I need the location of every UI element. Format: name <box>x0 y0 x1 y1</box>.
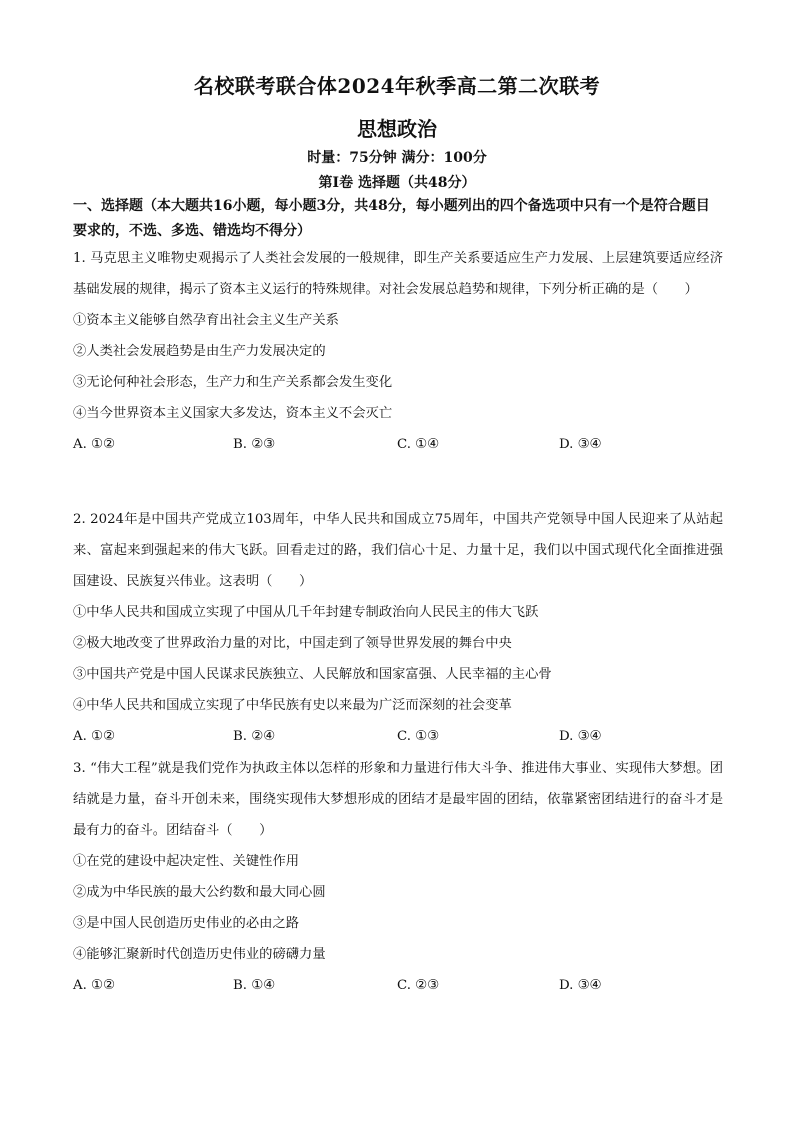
option-b[interactable]: B. ②③ <box>233 437 276 452</box>
option-c[interactable]: C. ①③ <box>397 729 439 744</box>
statement-item: ③无论何种社会形态，生产力和生产关系都会发生变化 <box>73 375 393 390</box>
answer-options <box>73 429 723 460</box>
statement-item: ③是中国人民创造历史伟业的必由之路 <box>73 916 300 931</box>
exam-title: 名校联考联合体2024年秋季高二第二次联考 <box>193 74 601 98</box>
question-stem: 2. 2024年是中国共产党成立103周年，中华人民共和国成立75周年，中国共产党领导中国人民迎来了从站起来、富起来到强起来的伟大飞跃。回看走过的路，我们信心十足、力量十足，我们以中国式现代化全面推进强国建设、民族复兴伟业。这表明（ ） <box>73 512 723 589</box>
option-c[interactable]: C. ①④ <box>397 437 439 452</box>
time-and-score: 时量：75分钟 满分：100分 <box>307 150 487 166</box>
question-stem: 3. “伟大工程”就是我们党作为执政主体以怎样的形象和力量进行伟大斗争、推进伟大事业、实现伟大梦想。团结就是力量，奋斗开创未来，围绕实现伟大梦想形成的团结才是最牢固的团结，依靠紧密团结进行的奋斗才是最有力的奋斗。团结奋斗（ ） <box>73 761 723 838</box>
option-a[interactable]: A. ①② <box>73 729 115 744</box>
statement-item: ③中国共产党是中国人民谋求民族独立、人民解放和国家富强、人民幸福的主心骨 <box>73 667 552 682</box>
option-a[interactable]: A. ①② <box>73 437 115 452</box>
question-stem: 1. 马克思主义唯物史观揭示了人类社会发展的一般规律，即生产关系要适应生产力发展、上层建筑要适应经济基础发展的规律，揭示了资本主义运行的特殊规律。对社会发展总趋势和规律，下列分析正确的是（ ） <box>73 251 723 297</box>
statement-item: ①在党的建设中起决定性、关键性作用 <box>73 854 300 869</box>
statement-item: ②极大地改变了世界政治力量的对比，中国走到了领导世界发展的舞台中央 <box>73 636 512 651</box>
statement-item: ④当今世界资本主义国家大多发达，资本主义不会灭亡 <box>73 406 393 421</box>
option-d[interactable]: D. ③④ <box>559 729 602 744</box>
option-b[interactable]: B. ①④ <box>233 978 276 993</box>
statement-item: ①中华人民共和国成立实现了中国从几千年封建专制政治向人民民主的伟大飞跃 <box>73 605 539 620</box>
section-heading: 一、选择题（本大题共16小题，每小题3分，共48分，每小题列出的四个备选项中只有一个是符合题目要求的，不选、多选、错选均不得分） <box>73 198 710 239</box>
option-d[interactable]: D. ③④ <box>559 978 602 993</box>
option-d[interactable]: D. ③④ <box>559 437 602 452</box>
statement-item: ④能够汇聚新时代创造历史伟业的磅礴力量 <box>73 947 326 962</box>
statement-item: ②人类社会发展趋势是由生产力发展决定的 <box>73 344 326 359</box>
statement-item: ①资本主义能够自然孕育出社会主义生产关系 <box>73 313 339 328</box>
option-c[interactable]: C. ②③ <box>397 978 439 993</box>
question-2 <box>73 504 723 752</box>
option-b[interactable]: B. ②④ <box>233 729 276 744</box>
statement-item: ④中华人民共和国成立实现了中华民族有史以来最为广泛而深刻的社会变革 <box>73 698 512 713</box>
part-heading: 第Ⅰ卷 选择题（共48分） <box>318 175 476 191</box>
option-a[interactable]: A. ①② <box>73 978 115 993</box>
question-1 <box>73 243 723 460</box>
answer-options <box>73 970 723 1001</box>
question-3 <box>73 753 723 1001</box>
statement-item: ②成为中华民族的最大公约数和最大同心圆 <box>73 885 326 900</box>
subject-title: 思想政治 <box>357 117 437 141</box>
answer-options <box>73 721 723 752</box>
